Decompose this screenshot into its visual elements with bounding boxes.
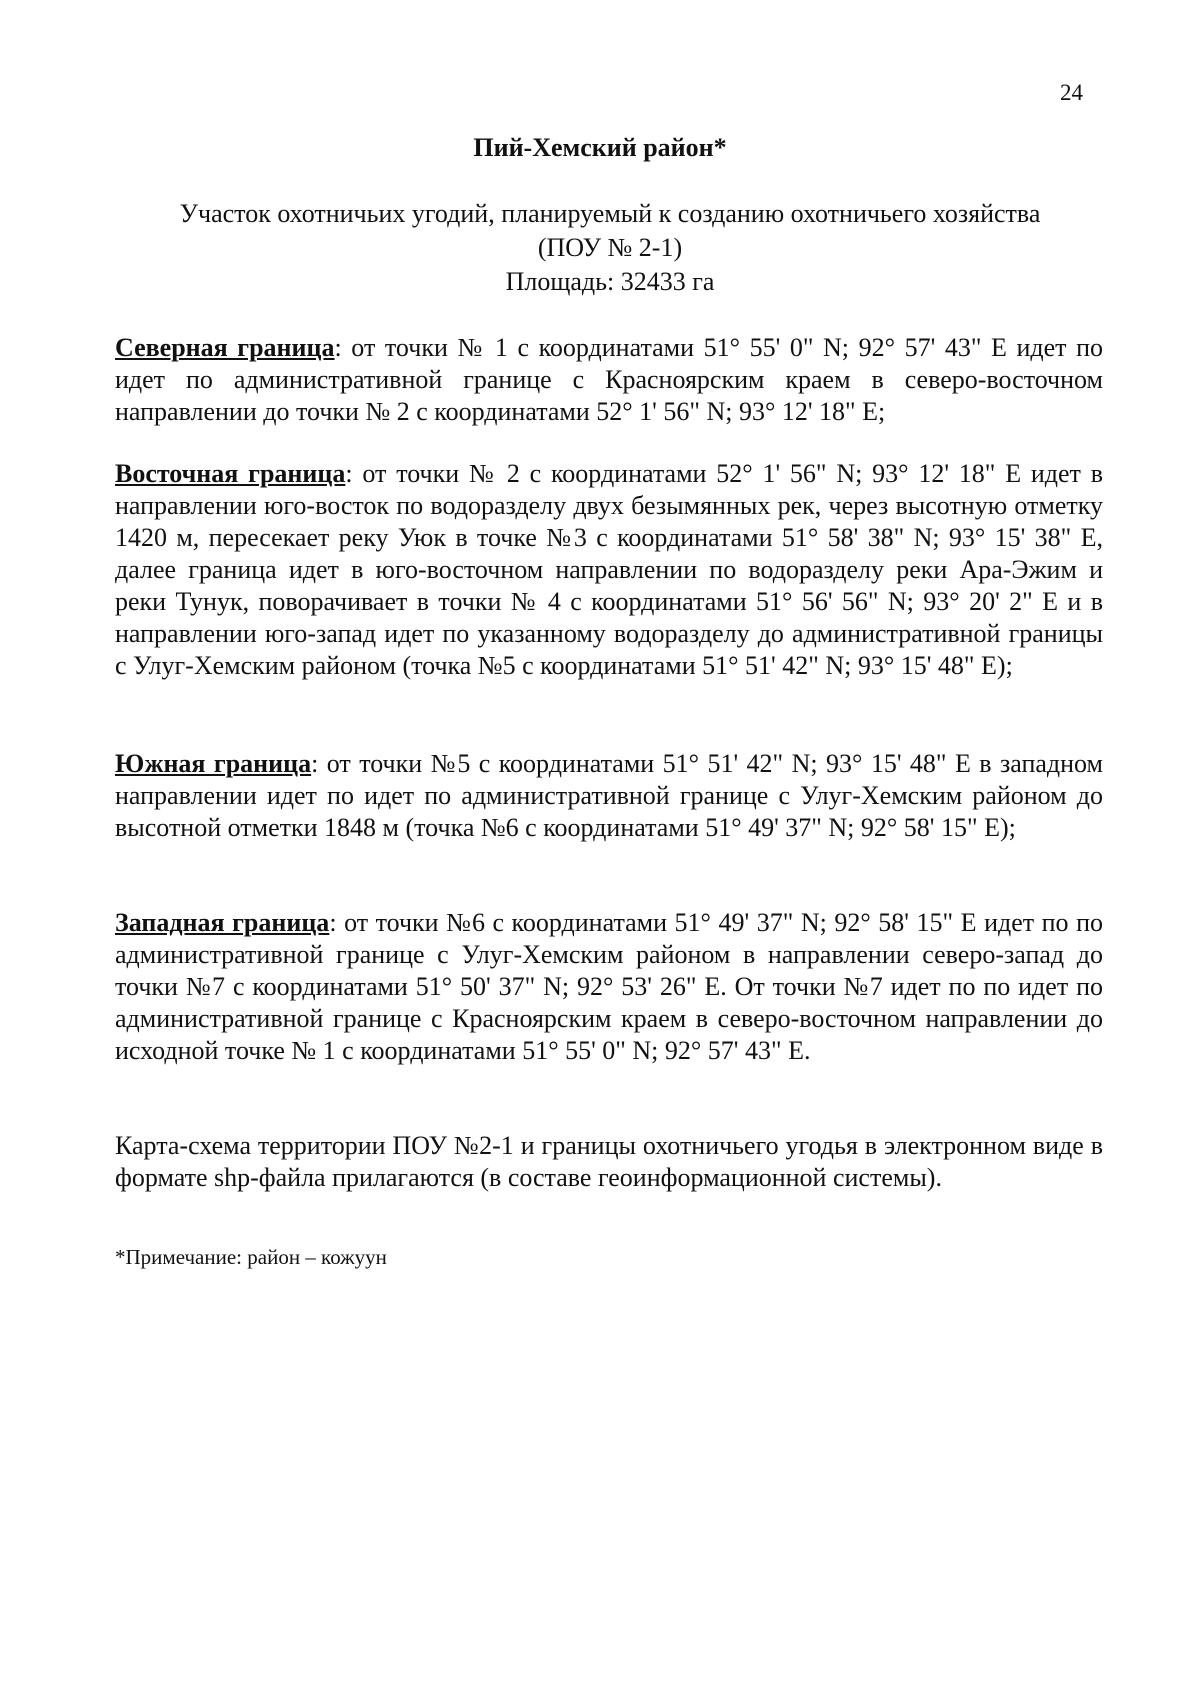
north-border-text: : от точки № 1 с координатами 51° 55' 0" N; 92° 57' 43" E идет по идет по административной границе с Красноярским краем в северо-восточном направлении до точки № 2 с координатами 52° 1' 56" N; 93° 12' 18" E; <box>115 333 1103 426</box>
south-border-text: : от точки №5 с координатами 51° 51' 42" N; 93° 15' 48" E в западном направлении идет по идет по административной границе с Улуг-Хемским районом до высотной отметки 1848 м (точка №6 с координатами 51° 49' 37" N; 92° 58' 15" E); <box>115 749 1103 842</box>
page-number: 24 <box>1060 80 1083 105</box>
west-border-label: Западная граница <box>115 908 330 937</box>
west-border-section <box>115 907 1103 1067</box>
east-border-text: : от точки № 2 с координатами 52° 1' 56" N; 93° 12' 18" E идет в направлении юго-восток по водоразделу двух безымянных рек, через высотную отметку 1420 м, пересекает реку Уюк в точке №3 с координатами 51° 58' 38" N; 93° 15' 38" E, далее граница идет в юго-восточном направлении по водоразделу реки Ара-Эжим и реки Тунук, поворачивает в точки № 4 с координатами 51° 56' 56" N; 93° 20' 2" E и в направлении юго-запад идет по указанному водоразделу до административной границы с Улуг-Хемским районом (точка №5 с координатами 51° 51' 42" N; 93° 15' 48" E); <box>115 459 1103 680</box>
north-border-section <box>115 332 1103 428</box>
south-border-section <box>115 748 1103 844</box>
plot-description-line: Участок охотничьих угодий, планируемый к созданию охотничьего хозяйства <box>179 199 1041 228</box>
plot-id: (ПОУ № 2-1) <box>537 233 683 262</box>
district-title: Пий-Хемский район* <box>473 133 727 162</box>
east-border-label: Восточная граница <box>115 459 346 488</box>
map-note: Карта-схема территории ПОУ №2-1 и границы охотничьего угодья в электронном виде в формате shp-файла прилагаются (в составе геоинформационной системы). <box>115 1131 1103 1192</box>
north-border-label: Северная граница <box>115 333 335 362</box>
south-border-label: Южная граница <box>115 749 312 778</box>
plot-description <box>115 197 1105 299</box>
footnote: *Примечание: район – кожуун <box>115 1245 387 1269</box>
east-border-section <box>115 458 1103 682</box>
plot-area: Площадь: 32433 га <box>505 267 715 296</box>
west-border-text: : от точки №6 с координатами 51° 49' 37" N; 92° 58' 15" E идет по по административной границе с Улуг-Хемским районом в направлении северо-запад до точки №7 с координатами 51° 50' 37" N; 92° 53' 26" E. От точки №7 идет по по идет по административной границе с Красноярским краем в северо-восточном направлении до исходной точке № 1 с координатами 51° 55' 0" N; 92° 57' 43" E. <box>115 908 1103 1065</box>
